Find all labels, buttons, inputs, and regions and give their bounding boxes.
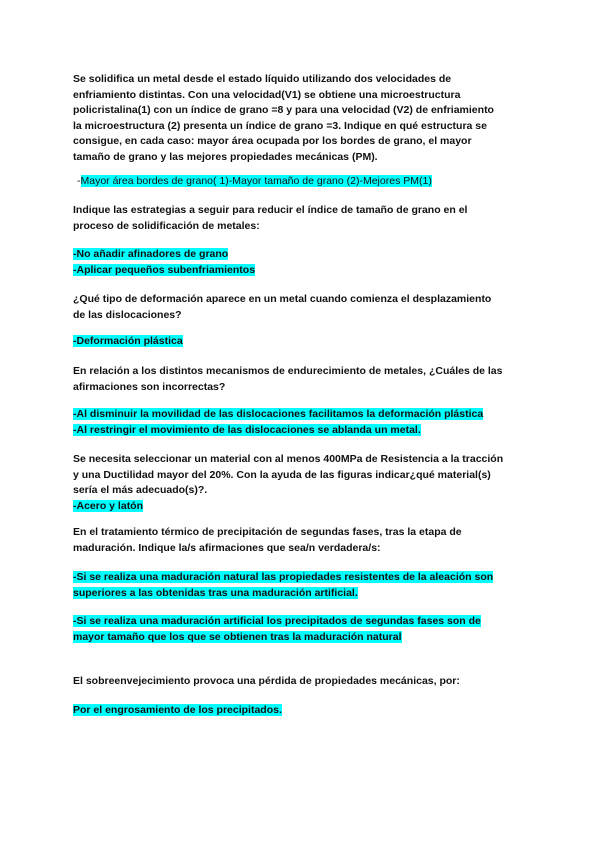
answer-6b — [73, 614, 543, 645]
question-2-line: proceso de solidificación de metales: — [73, 219, 260, 232]
question-3 — [73, 292, 543, 323]
question-1-line: policristalina(1) con un índice de grano =8 y para una velocidad (V2) de enfriamiento — [73, 104, 494, 116]
question-6 — [73, 525, 543, 556]
question-5-line: y una Ductilidad mayor del 20%. Con la ayuda de las figuras indicar¿qué material(s) — [73, 468, 491, 481]
question-7 — [73, 674, 543, 690]
question-1-line: tamaño de grano y las mejores propiedades mecánicas (PM). — [73, 150, 378, 163]
answer-2-item: -Aplicar pequeños subenfriamientos — [73, 263, 256, 276]
answer-6b-line: mayor tamaño que los que se obtienen tras la maduración natural — [73, 630, 402, 643]
answer-3 — [73, 334, 543, 350]
answer-1 — [77, 174, 547, 190]
answer-6a — [73, 570, 543, 601]
answer-4-item: -Al disminuir la movilidad de las dislocaciones facilitamos la deformación plástica — [73, 408, 484, 420]
question-1-line: enfriamiento distintas. Con una velocidad(V1) se obtiene una microestructura — [73, 88, 461, 101]
question-1 — [73, 72, 543, 165]
question-6-line: En el tratamiento térmico de precipitación de segundas fases, tras la etapa de — [73, 526, 462, 538]
answer-4 — [73, 407, 543, 438]
answer-7-text: Por el engrosamiento de los precipitados. — [73, 704, 282, 716]
answer-7 — [73, 703, 543, 719]
question-4-line: afirmaciones son incorrectas? — [73, 380, 226, 393]
question-4-line: En relación a los distintos mecanismos de endurecimiento de metales, ¿Cuáles de las — [73, 365, 503, 377]
answer-1-text: Mayor área bordes de grano( 1)-Mayor tamaño de grano (2)-Mejores PM(1) — [80, 175, 432, 187]
question-2 — [73, 203, 543, 234]
answer-1-prefix: - — [77, 175, 81, 187]
question-3-line: de las dislocaciones? — [73, 308, 182, 321]
answer-3-text: -Deformación plástica — [73, 335, 183, 347]
question-1-line: Se solidifica un metal desde el estado líquido utilizando dos velocidades de — [73, 73, 452, 85]
question-1-line: consigue, en cada caso: mayor área ocupada por los bordes de grano, el mayor — [73, 135, 472, 147]
question-5-line: sería el más adecuado(s)?. — [73, 484, 208, 496]
question-5 — [73, 452, 543, 514]
answer-6a-line: superiores a las obtenidas tras una maduración artificial. — [73, 586, 358, 599]
question-7-line: El sobreenvejecimiento provoca una pérdida de propiedades mecánicas, por: — [73, 675, 460, 687]
answer-6b-line: -Si se realiza una maduración artificial los precipitados de segundas fases son de — [73, 615, 481, 627]
answer-5-text: -Acero y latón — [73, 499, 144, 512]
question-1-line: la microestructura (2) presenta un índice de grano =3. Indique en qué estructura se — [73, 119, 487, 132]
answer-2-item: -No añadir afinadores de grano — [73, 248, 229, 260]
answer-2 — [73, 247, 543, 278]
question-6-line: maduración. Indique la/s afirmaciones que sea/n verdadera/s: — [73, 541, 381, 554]
question-5-line: Se necesita seleccionar un material con al menos 400MPa de Resistencia a la tracción — [73, 453, 504, 465]
question-3-line: ¿Qué tipo de deformación aparece en un metal cuando comienza el desplazamiento — [73, 293, 492, 305]
answer-4-item: -Al restringir el movimiento de las dislocaciones se ablanda un metal. — [73, 423, 421, 436]
question-4 — [73, 364, 543, 395]
question-2-line: Indique las estrategias a seguir para reducir el índice de tamaño de grano en el — [73, 204, 468, 216]
answer-6a-line: -Si se realiza una maduración natural las propiedades resistentes de la aleación son — [73, 571, 494, 583]
